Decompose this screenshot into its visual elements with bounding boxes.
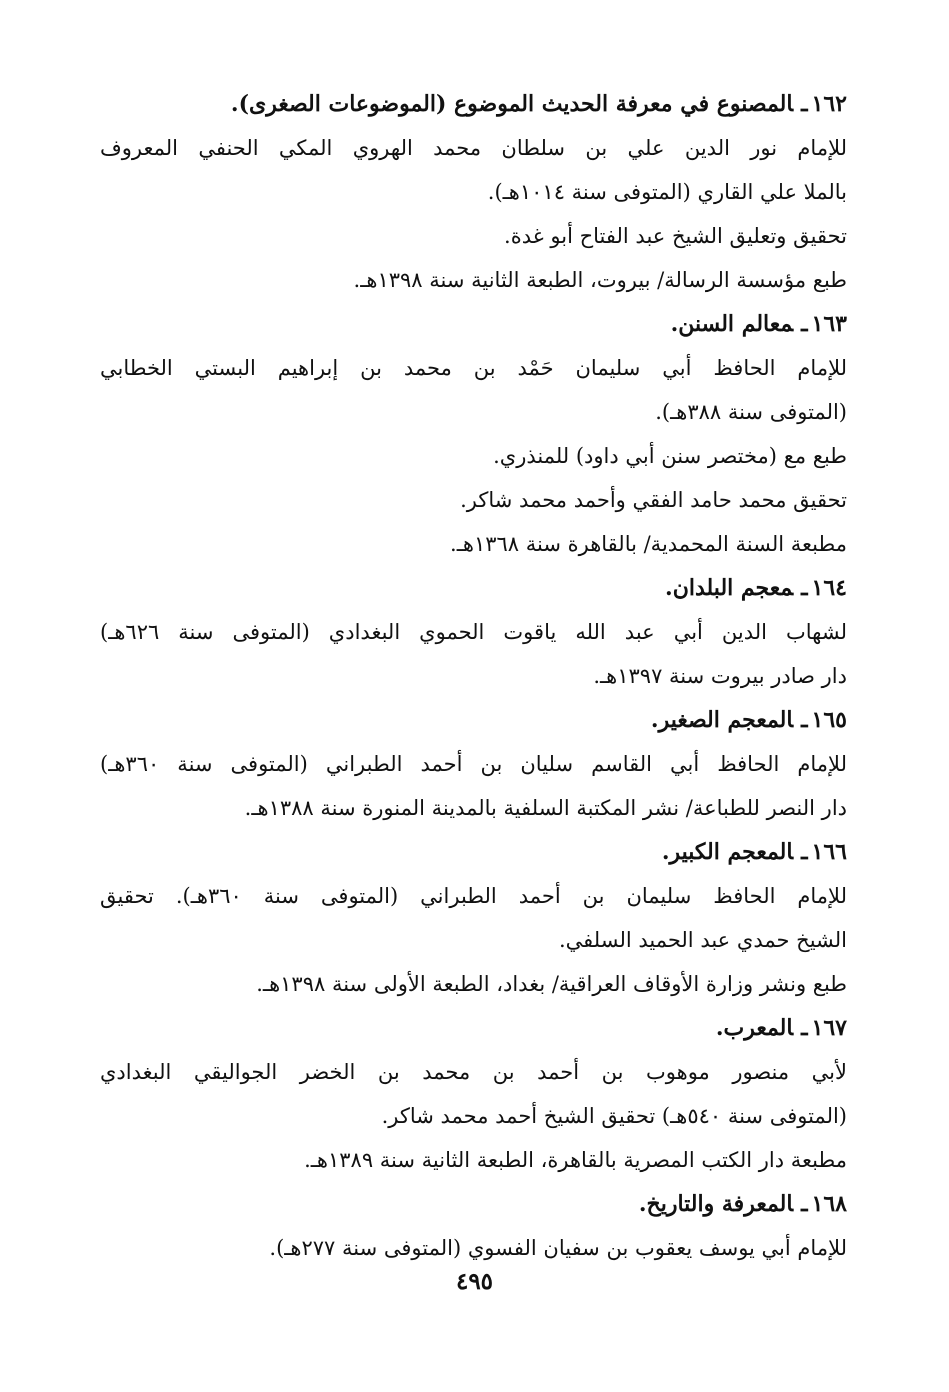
entry-number: ١٦٥ [811,707,847,733]
bibliography-list [100,82,847,1270]
entry-line: الشيخ حمدي عبد الحميد السلفي. [558,928,847,952]
entry-line: دار النصر للطباعة/ نشر المكتبة السلفية بالمدينة المنورة سنة ١٣٨٨هـ. [244,796,847,820]
entry-heading [100,1182,847,1226]
entry-number: ١٦٧ [811,1015,847,1041]
entry-title: معجم البلدان. [665,575,794,601]
entry-line: مطبعة السنة المحمدية/ بالقاهرة سنة ١٣٦٨هـ. [450,532,847,556]
entry-heading [100,698,847,742]
entry-line: طبع مع (مختصر سنن أبي داود) للمنذري. [493,444,847,468]
entry-line: للإمام الحافظ أبي القاسم سليان بن أحمد الطبراني (المتوفى سنة ٣٦٠هـ) [100,752,847,776]
entry-number: ١٦٢ [811,91,847,117]
bibliography-entry [100,566,847,698]
entry-heading [100,830,847,874]
entry-line: مطبعة دار الكتب المصرية بالقاهرة، الطبعة الثانية سنة ١٣٨٩هـ. [304,1148,847,1172]
entry-title: المعرب. [715,1015,794,1041]
entry-number: ١٦٤ [811,575,847,601]
entry-dash: ـ [801,1191,808,1217]
entry-line: (المتوفى سنة ٥٤٠هـ) تحقيق الشيخ أحمد محمد شاكر. [381,1104,847,1128]
entry-line: دار صادر بيروت سنة ١٣٩٧هـ. [593,664,847,688]
bibliography-entry [100,830,847,1006]
bibliography-entry [100,1006,847,1182]
entry-heading [100,566,847,610]
bibliography-entry [100,82,847,302]
entry-line: طبع مؤسسة الرسالة/ بيروت، الطبعة الثانية سنة ١٣٩٨هـ. [353,268,847,292]
page-number: ٤٩٥ [455,1268,494,1295]
entry-heading [100,82,847,126]
entry-title: المصنوع في معرفة الحديث الموضوع (الموضوعات الصغرى). [230,91,794,117]
entry-line: تحقيق محمد حامد الفقي وأحمد محمد شاكر. [460,488,847,512]
entry-line: لشهاب الدين أبي عبد الله ياقوت الحموي البغدادي (المتوفى سنة ٦٢٦هـ) [100,620,847,644]
entry-heading [100,302,847,346]
entry-line: للإمام أبي يوسف يعقوب بن سفيان الفسوي (المتوفى سنة ٢٧٧هـ). [269,1236,847,1260]
entry-dash: ـ [801,707,808,733]
entry-number: ١٦٣ [811,311,847,337]
entry-number: ١٦٦ [811,839,847,865]
entry-line: تحقيق وتعليق الشيخ عبد الفتاح أبو غدة. [504,224,847,248]
entry-title: المعرفة والتاريخ. [638,1191,794,1217]
bibliography-entry [100,1182,847,1270]
entry-title: معالم السنن. [670,311,794,337]
entry-number: ١٦٨ [811,1191,847,1217]
bibliography-entry [100,698,847,830]
entry-line: لأبي منصور موهوب بن أحمد بن محمد بن الخضر الجواليقي البغدادي [100,1060,847,1084]
entry-heading [100,1006,847,1050]
entry-line: بالملا علي القاري (المتوفى سنة ١٠١٤هـ). [487,180,847,204]
entry-title: المعجم الكبير. [661,839,794,865]
entry-line: (المتوفى سنة ٣٨٨هـ). [655,400,847,424]
entry-dash: ـ [801,91,808,117]
entry-dash: ـ [801,839,808,865]
entry-dash: ـ [801,311,808,337]
entry-line: طبع ونشر وزارة الأوقاف العراقية/ بغداد، الطبعة الأولى سنة ١٣٩٨هـ. [256,972,847,996]
bibliography-entry [100,302,847,566]
entry-title: المعجم الصغير. [650,707,794,733]
entry-line: للإمام الحافظ أبي سليمان حَمْد بن محمد بن إبراهيم البستي الخطابي [100,356,847,380]
entry-dash: ـ [801,575,808,601]
entry-dash: ـ [801,1015,808,1041]
entry-line: للإمام نور الدين علي بن سلطان محمد الهروي المكي الحنفي المعروف [100,136,847,160]
entry-line: للإمام الحافظ سليمان بن أحمد الطبراني (المتوفى سنة ٣٦٠هـ). تحقيق [100,884,847,908]
